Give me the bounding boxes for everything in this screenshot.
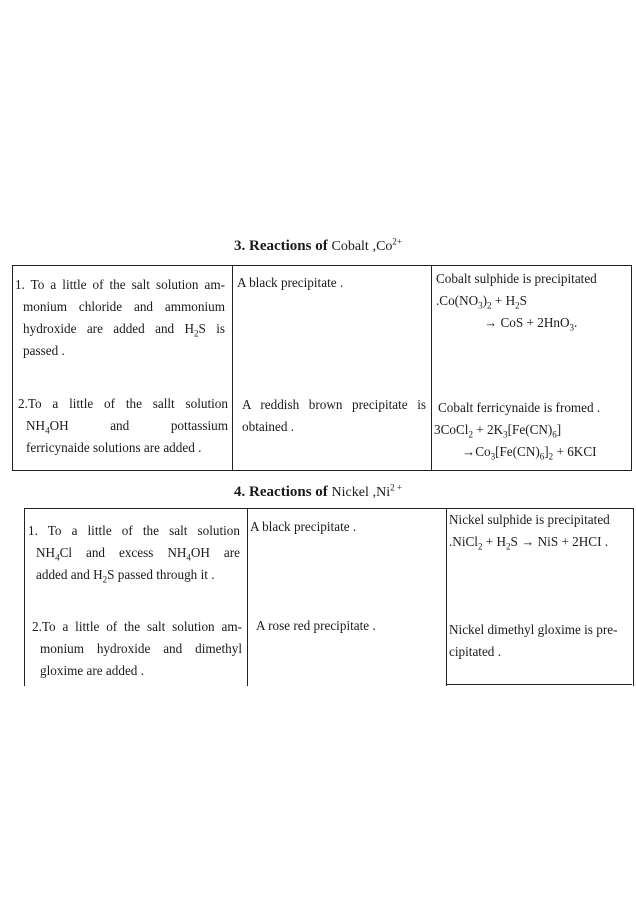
s4-row1-inference: Nickel sulphide is precipitated .NiCl$_2$ + $H_2S$ → NiS + 2HCI . (449, 512, 610, 552)
section-3-heading (0, 238, 636, 255)
section-4-ion: $,Ni^{2 +}$ (372, 482, 402, 500)
s4-row2-test: 2.To a little of the salt solution am- monium hydroxide and dimethyl gloxime are added . (32, 619, 242, 678)
s3-row2-observation: A reddish brown precipitate is obtained . (242, 397, 426, 434)
s3-row1-observation: A black precipitate . (237, 275, 344, 290)
s3-row1-test: 1. To a little of the salt solution am- monium chloride and ammonium hydroxide are added and $H_2S$ is passed . (15, 277, 225, 358)
section-3-ion: $,Co^{2+}$ (372, 236, 402, 254)
section-4-element: Nickel (331, 485, 369, 500)
section-3-element: Cobalt (331, 239, 369, 254)
section-3-title: Reactions of (248, 238, 328, 254)
s4-row1-test: 1. To a little of the salt solution $NH_4Cl$ and excess $NH_4OH$ are added and $H_2S$ passed through it . (28, 523, 240, 585)
section-4-heading (0, 484, 636, 501)
section-4-number: 4. (234, 484, 246, 500)
s3-row2-inference: Cobalt ferricynaide is fromed . 3CoCl$_2$ + $2K_3[Fe(CN)_6]$ $\to Co_3[Fe(CN)_6]_2 + 6KCI$ (434, 400, 601, 462)
section-4-title: Reactions of (249, 484, 328, 500)
s4-row2-observation: A rose red precipitate . (256, 618, 376, 633)
s3-row2-test: 2.To a little of the sallt solution $NH_4OH$ and pottassium ferricynaide solutions are added . (18, 396, 228, 455)
section-3-number: 3. (233, 238, 246, 254)
s4-row2-inference: Nickel dimethyl gloxime is pre- cipitated . (449, 622, 618, 659)
s3-row1-inference: Cobalt sulphide is precipitated $.Co(NO_3)_2 + H_2S$ → CoS + 2HnO$_3$. (436, 271, 597, 333)
s4-right-bottom-edge (446, 684, 632, 685)
s4-row1-observation: A black precipitate . (250, 519, 357, 534)
